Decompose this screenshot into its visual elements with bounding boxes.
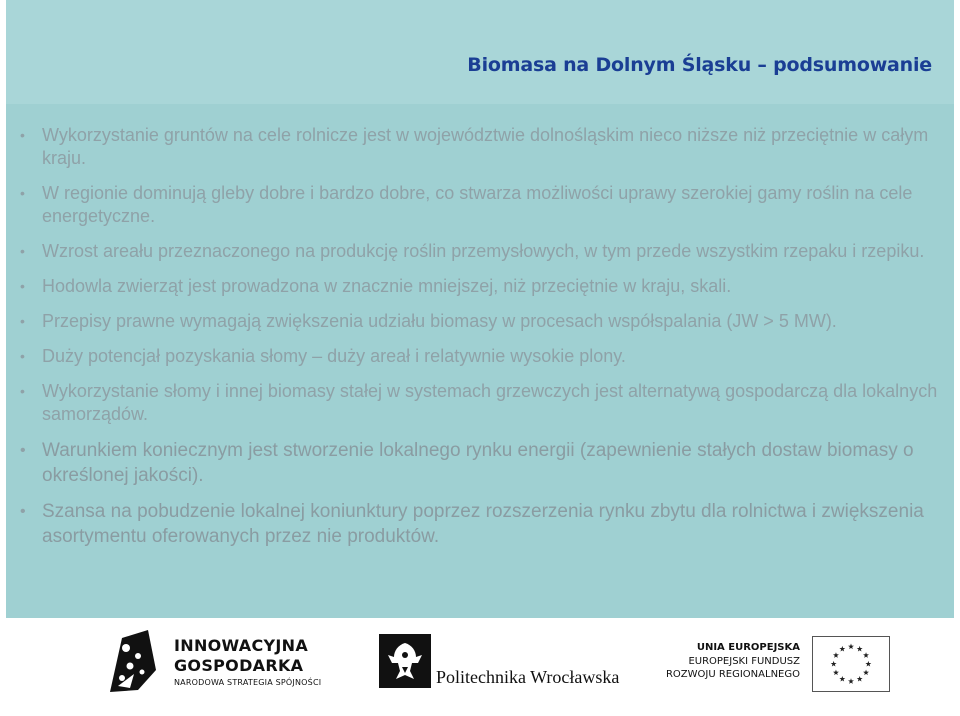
eu-star-icon — [865, 661, 871, 667]
bullet-item: • Wzrost areału przeznaczonego na produkcję roślin przemysłowych, w tym przede wszystkim rzepaku i rzepiku. — [42, 240, 942, 263]
politechnika-name: Politechnika Wrocławska — [436, 667, 620, 687]
bullet-item: • Szansa na pobudzenie lokalnej koniunktury poprzez rozszerzenia rynku zbytu dla rolnictwa i zwiększenia asortymentu oferowanych przez nie produktów. — [42, 499, 942, 549]
narodowa-strategia-text: NARODOWA STRATEGIA SPÓJNOŚCI — [174, 678, 322, 687]
bullet-item: • W regionie dominują gleby dobre i bardzo dobre, co stwarza możliwości uprawy szerokiej gamy roślin na cele energetyczne. — [42, 182, 942, 228]
bullet-item: • Warunkiem koniecznym jest stworzenie lokalnego rynku energii (zapewnienie stałych dostaw biomasy o określonej jakości). — [42, 438, 942, 488]
politechnika-wroclawska-logo — [378, 633, 628, 691]
politechnika-crest-icon — [378, 633, 432, 689]
eu-fund-logo — [665, 636, 890, 692]
bullet-list — [42, 124, 942, 549]
eu-star-icon — [863, 670, 869, 676]
eu-star-icon — [833, 670, 839, 676]
bullet-item: • Duży potencjał pozyskania słomy – duży areał i relatywnie wysokie plony. — [42, 345, 942, 368]
eu-star-icon — [857, 646, 863, 652]
bullet-item: • Wykorzystanie słomy i innej biomasy stałej w systemach grzewczych jest alternatywą gospodarczą dla lokalnych samorządów. — [42, 380, 942, 426]
eu-flag-icon — [812, 636, 890, 692]
eu-star-icon — [857, 676, 863, 682]
eu-star-icon — [863, 652, 869, 658]
unia-europejska-text: UNIA EUROPEJSKA — [696, 642, 800, 653]
europejski-fundusz-text: EUROPEJSKI FUNDUSZ — [688, 656, 800, 667]
innowacyjna-gospodarka-icon — [108, 630, 158, 694]
slide — [6, 0, 954, 618]
gospodarka-text: GOSPODARKA — [174, 656, 304, 675]
slide-title: Biomasa na Dolnym Śląsku – podsumowanie — [467, 54, 932, 76]
eu-star-icon — [833, 652, 839, 658]
bullet-item: • Hodowla zwierząt jest prowadzona w znacznie mniejszej, niż przeciętnie w kraju, skali. — [42, 275, 942, 298]
bullet-item: • Przepisy prawne wymagają zwiększenia udziału biomasy w procesach współspalania (JW > 5 MW). — [42, 310, 942, 333]
eu-star-icon — [848, 644, 854, 650]
eu-star-icon — [831, 661, 837, 667]
eu-star-icon — [839, 676, 845, 682]
innowacyjna-text: INNOWACYJNA — [174, 636, 309, 655]
innowacyjna-gospodarka-logo — [108, 630, 333, 694]
title-band — [6, 0, 954, 104]
eu-star-icon — [848, 678, 854, 684]
rozwoju-regionalnego-text: ROZWOJU REGIONALNEGO — [665, 669, 800, 680]
eu-star-icon — [839, 646, 845, 652]
bullet-item: • Wykorzystanie gruntów na cele rolnicze jest w województwie dolnośląskim nieco niższe niż przeciętnie w całym kraju. — [42, 124, 942, 170]
